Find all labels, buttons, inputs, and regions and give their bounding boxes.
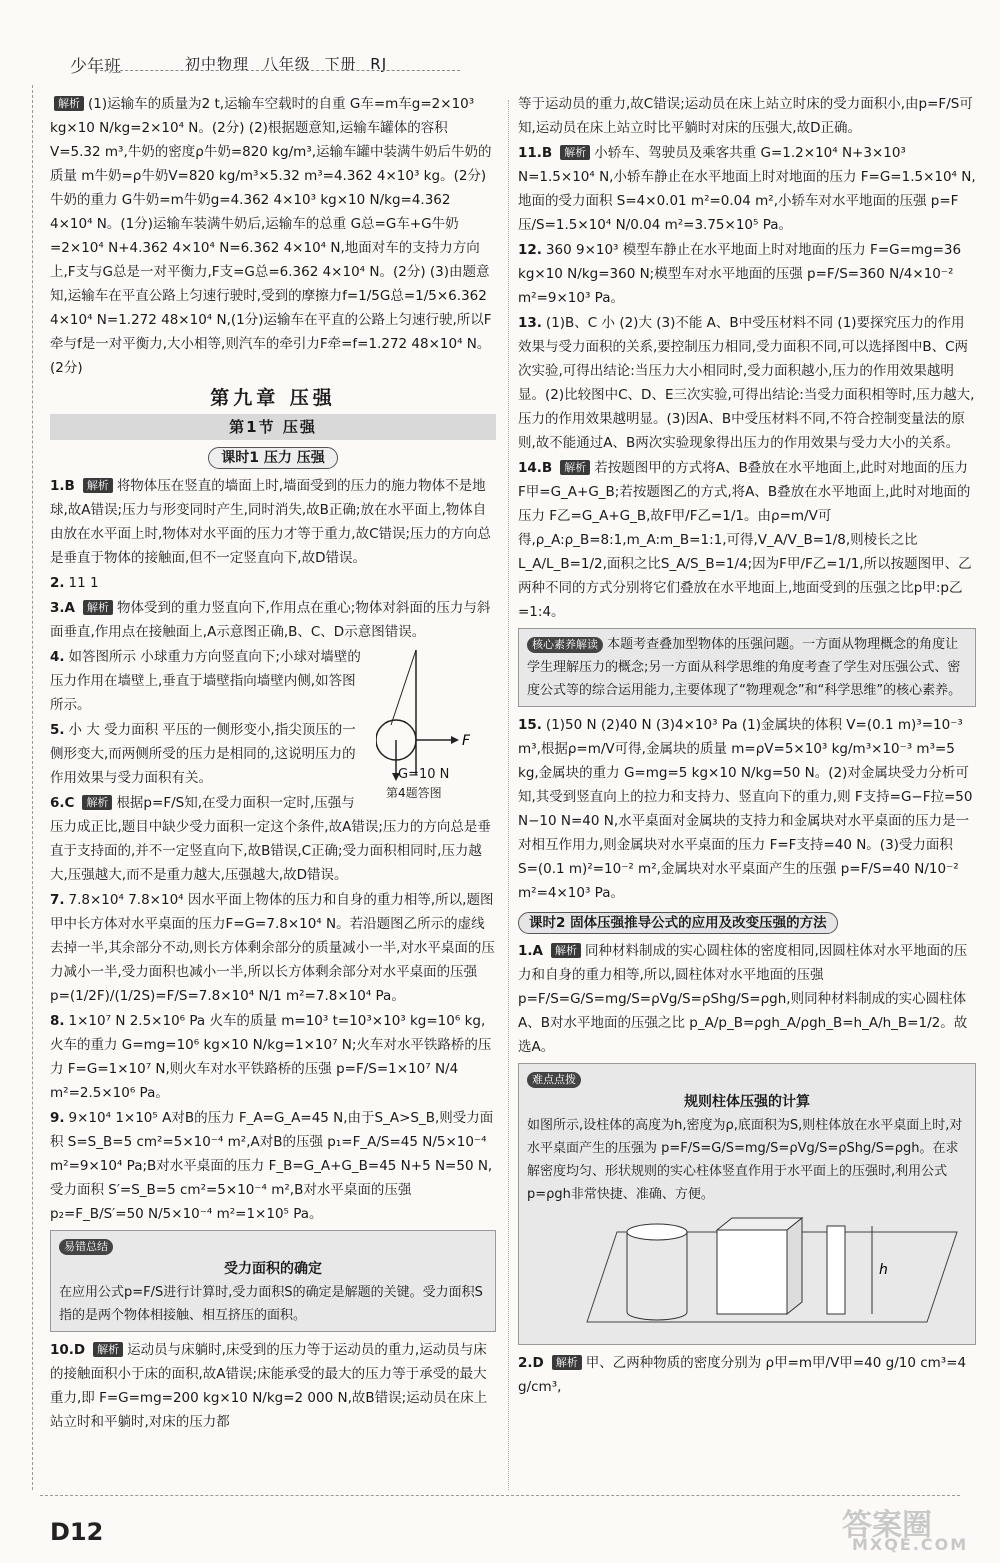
column-front <box>827 1226 845 1314</box>
answer-intro <box>50 92 496 380</box>
difficulty-box <box>518 1063 976 1345</box>
answer-text: 小 大 受力面积 平压的一侧形变小,指尖顶压的一侧形变大,而两侧所受的压力是相同的,这说明压力的作用效果与受力面积有关。 <box>50 722 356 786</box>
answer-text: 小轿车、驾驶员及乘客共重 G=1.2×10⁴ N+3×10³ N=1.5×10⁴ N,小轿车静止在水平地面上时对地面的压力 F=G=1.5×10⁴ N,地面的受力面积 S=4×0.01 m²=0.04 m²,小轿车对水平地面的压强 p=F压/S=1.5×10⁴ N/0.04 m²=3.75×10⁵ Pa。 <box>518 145 976 233</box>
series-logo: 少年班 <box>70 57 121 77</box>
answer-text: 1×10⁷ N 2.5×10⁶ Pa 火车的质量 m=10³ t=10³×10³ kg=10⁶ kg,火车的重力 G=mg=10⁶ kg×10 N/kg=1×10⁷ N;火车对水平铁路桥的压力 F=G=1×10⁷ N,则火车对水平铁路桥的压强 p=F/S=1×10⁷ N/4 m²=2.5×10⁶ Pa。 <box>50 1013 492 1101</box>
literacy-text: 本题考查叠加型物体的压强问题。一方面从物理概念的角度让学生理解压力的概念;另一方面从科学思维的角度考查了学生对压强公式、密度公式等的综合运用能力,主要体现了“物理观念”和“科学思维”的核心素养。 <box>527 637 962 698</box>
analysis-tag: 解析 <box>560 145 590 160</box>
answer-item <box>518 311 976 455</box>
difficulty-title: 规则柱体压强的计算 <box>684 1094 810 1110</box>
force-f-label: F <box>462 733 471 749</box>
item-number: 8. <box>50 1013 65 1029</box>
force-g-label: G=10 N <box>398 767 450 782</box>
left-column <box>50 92 496 1487</box>
answer-item <box>518 141 976 237</box>
watermark-url: MXQE.COM <box>852 1535 969 1554</box>
answer-item <box>518 939 976 1059</box>
cuboid-front <box>717 1230 787 1314</box>
answer-item <box>518 1351 976 1399</box>
analysis-tag: 解析 <box>560 460 590 475</box>
cylinder-base <box>627 1312 687 1320</box>
answer-item <box>50 1106 496 1226</box>
item-number: 11.B <box>518 145 553 161</box>
analysis-tag: 解析 <box>83 600 113 615</box>
height-label: h <box>879 1262 888 1278</box>
answer-text: 若按题图甲的方式将A、B叠放在水平地面上,此时对地面的压力 F甲=G_A+G_B;若按题图乙的方式,将A、B叠放在水平地面上,此时对地面的压力 F乙=G_A+G_B,故F甲/F乙=1/1。由ρ=m/V可得,ρ_A:ρ_B=8:1,m_A:m_B=1:1,可得,V_A/V_B=1/8,则棱长之比L_A/L_B=1/2,面积之比S_A/S_B=1/4;因为F甲/F乙=1/1,所以按题图甲、乙两种不同的方式分别将它们叠放在水平地面上,地面受到的压强之比p甲:p乙=1:4。 <box>518 460 972 620</box>
item-number: 15. <box>518 717 542 733</box>
figure-caption: 第4题答图 <box>386 786 442 800</box>
answer-item <box>50 474 496 570</box>
item-number: 1.A <box>518 943 543 959</box>
answer-text: 7.8×10⁴ 7.8×10⁴ 因水平面上物体的压力和自身的重力相等,所以,题图甲中长方体对水平桌面的压力F=G=7.8×10⁴ N。若沿题图乙所示的虚线去掉一半,其余部分不动,则长方体剩余部分的质量减小一半,对水平桌面的压力减小一半,受力面积也减小一半,所以长方体剩余部分对水平桌面的压强 p=(1/2F)/(1/2S)=F/S=7.8×10⁴ N/1 m²=7.8×10⁴ Pa。 <box>50 892 495 1004</box>
literacy-badge: 核心素养解读 <box>527 637 603 653</box>
tip-text: 在应用公式p=F/S进行计算时,受力面积S的确定是解题的关键。受力面积S指的是两个物体相接触、相互挤压的面积。 <box>59 1285 483 1323</box>
page-header <box>40 48 510 76</box>
tip-box <box>50 1230 496 1332</box>
item-number: 10.D <box>50 1342 86 1358</box>
analysis-tag: 解析 <box>551 943 581 958</box>
page-number: D12 <box>50 1518 104 1546</box>
analysis-tag: 解析 <box>82 795 112 810</box>
analysis-tag: 解析 <box>93 1342 123 1357</box>
item-number: 1.B <box>50 478 75 494</box>
lesson-label: 课时2 固体压强推导公式的应用及改变压强的方法 <box>518 912 838 934</box>
cylinder-top <box>627 1224 687 1240</box>
tip-badge: 易错总结 <box>59 1239 113 1255</box>
item-number: 12. <box>518 242 542 258</box>
difficulty-text: 如图所示,设柱体的高度为h,密度为ρ,底面积为S,则柱体放在水平桌面上时,对水平桌面产生的压强为 p=F/S=G/S=mg/S=ρVg/S=ρShg/S=ρgh。在求解密度均匀、形状规则的实心柱体竖直作用于水平面上的压强时,利用公式p=ρgh非常快捷、准确、方便。 <box>527 1118 963 1202</box>
item-number: 3.A <box>50 600 75 616</box>
answer-text: 运动员与床躺时,床受到的压力等于运动员的重力,运动员与床的接触面积小于床的面积,故A错误;床能承受的最大的压力等于承受的最大重力,即 F=G=mg=200 kg×10 N/kg=2 000 N,故B错误;运动员在床上站立时和平躺时,对床的压力都 <box>50 1342 488 1430</box>
margin-decoration <box>32 85 47 1490</box>
answer-text: 同种材料制成的实心圆柱体的密度相同,因圆柱体对水平地面的压力和自身的重力相等,所以,圆柱体对水平地面的压强 p=F/S=G/S=mg/S=ρVg/S=ρShg/S=ρgh,则同种材料制成的实心圆柱体A、B对水平地面的压强之比 p_A/p_B=ρgh_A/ρgh_B=h_A/h_B=1/2。故选A。 <box>518 943 968 1055</box>
difficulty-badge: 难点点拨 <box>527 1072 581 1088</box>
literacy-box <box>518 628 976 707</box>
string-line <box>391 650 416 725</box>
lesson-label: 课时1 压力 压强 <box>208 447 338 469</box>
answer-text: 将物体压在竖直的墙面上时,墙面受到的压力的施力物体不是地球,故A错误;压力与形变同时产生,同时消失,故B正确;放在水平面上,物体自由放在水平面上时,物体对水平面的压力才等于重力,故C错误;压力的方向总是垂直于物体的接触面,但不一定竖直向下,故D错误。 <box>50 478 492 566</box>
tip-title: 受力面积的确定 <box>224 1261 322 1277</box>
answer-item <box>50 888 496 1008</box>
item-number: 6.C <box>50 795 75 811</box>
answer-text: 11 1 <box>68 575 99 591</box>
answer-item <box>518 238 976 310</box>
figure-4 <box>376 645 496 805</box>
answer-item <box>518 456 976 624</box>
item-number: 2. <box>50 575 65 591</box>
answer-text: 如答图所示 小球重力方向竖直向下;小球对墙壁的压力作用在墙壁上,垂直于墙壁指向墙壁内侧,如答图所示。 <box>50 649 361 713</box>
prism-figure <box>527 1212 967 1332</box>
cuboid-side <box>787 1218 802 1314</box>
lesson-title <box>518 911 976 935</box>
header-rule <box>95 70 460 71</box>
analysis-tag: 解析 <box>83 478 113 493</box>
watermark-logo: 答案圈 <box>842 1508 932 1543</box>
answer-item <box>50 791 496 887</box>
item-number: 13. <box>518 315 542 331</box>
item-number: 4. <box>50 649 65 665</box>
book-info: 初中物理 八年级 下册 RJ <box>185 55 388 73</box>
lesson-title <box>50 446 496 470</box>
answer-text: 甲、乙两种物质的密度分别为 ρ甲=m甲/V甲=40 g/10 cm³=4 g/cm³, <box>518 1355 967 1395</box>
answer-text: (1)B、C 小 (2)大 (3)不能 A、B中受压材料不同 (1)要探究压力的作用效果与受力面积的关系,要控制压力相同,受力面积不同,可以选择图中B、C两次实验,可得出结论:当压力大小相同时,受力面积越小,压力的作用效果越明显。(2)比较图中C、D、E三次实验,可得出结论:当受力面积相等时,压力越大,压力的作用效果越明显。(3)因A、B中受压材料不同,不符合控制变量法的原则,故不能通过A、B两次实验现象得出压力的作用效果与受力大小的关系。 <box>518 315 975 451</box>
item-number: 5. <box>50 722 65 738</box>
column-divider <box>508 100 509 1490</box>
answer-item <box>50 1338 496 1434</box>
right-column <box>518 92 976 1487</box>
item-number: 14.B <box>518 460 553 476</box>
answer-text: (1)50 N (2)40 N (3)4×10³ Pa (1)金属块的体积 V=(0.1 m)³=10⁻³ m³,根据ρ=m/V可得,金属块的质量 m=ρV=5×10³ kg/m³×10⁻³ m³=5 kg,金属块的重力 G=mg=5 kg×10 N/kg=50 N。(2)对金属块受力分析可知,其受到竖直向上的拉力和支持力、竖直向下的重力,则 F支持=G−F拉=50 N−10 N=40 N,水平桌面对金属块的支持力和金属块对水平桌面的压力是一对相互作用力,则金属块对水平桌面的压力 F=F支持=40 N。(3)受力面积 S=(0.1 m)²=10⁻² m²,金属块对水平桌面产生的压强 p=F/S=40 N/10⁻² m²=4×10³ Pa。 <box>518 717 973 901</box>
item-number: 7. <box>50 892 65 908</box>
answer-text: 物体受到的重力竖直向下,作用点在重心;物体对斜面的压力与斜面垂直,作用点在接触面上,A示意图正确,B、C、D示意图错误。 <box>50 600 491 640</box>
answer-continuation: 等于运动员的重力,故C错误;运动员在床上站立时床的受力面积小,由p=F/S可知,运动员在床上站立时比平躺时对床的压强大,故D正确。 <box>518 96 973 136</box>
analysis-tag: 解析 <box>552 1355 582 1370</box>
item-number: 2.D <box>518 1355 544 1371</box>
section-title: 第1节 压强 <box>50 414 496 440</box>
answer-text: (1)运输车的质量为2 t,运输车空载时的自重 G车=m车g=2×10³ kg×10 N/kg=2×10⁴ N。(2分) (2)根据题意知,运输车罐体的容积V=5.32 m³,牛奶的密度ρ牛奶=820 kg/m³,运输车罐中装满牛奶后牛奶的质量 m牛奶=ρ牛奶V=820 kg/m³×5.32 m³=4.362 4×10³ kg。(2分) 牛奶的重力 G牛奶=m牛奶g=4.362 4×10³ kg×10 N/kg=4.362 4×10⁴ N。(1分)运输车装满牛奶后,运输车的总重 G总=G车+G牛奶=2×10⁴ N+4.362 4×10⁴ N=6.362 4×10⁴ N,地面对车的支持力方向上,F支与G总是一对平衡力,F支=G总=6.362 4×10⁴ N。(2分) (3)由题意知,运输车在平直公路上匀速行驶时,受到的摩擦力f=1/5G总=1/5×6.362 4×10⁴ N=1.272 48×10⁴ N,(1分)运输车在平直的公路上匀速行驶,所以F牵与f是一对平衡力,大小相等,则汽车的牵引力F牵=f=1.272 48×10⁴ N。(2分) <box>50 96 492 376</box>
arrowhead-icon <box>451 736 459 744</box>
answer-item <box>518 713 976 905</box>
chapter-title: 第九章 压强 <box>210 387 336 409</box>
answer-item <box>50 571 496 595</box>
answer-text: 360 9×10³ 模型车静止在水平地面上时对地面的压力 F=G=mg=36 kg×10 N/kg=360 N;模型车对水平地面的压强 p=F/S=360 N/4×10⁻² m²=9×10³ Pa。 <box>518 242 962 306</box>
answer-item <box>50 596 496 644</box>
answer-text: 根据p=F/S知,在受力面积一定时,压强与压力成正比,题目中缺少受力面积一定这个条件,故A错误;压力的方向总是垂直于支持面的,并不一定竖直向下,故B错误,C正确;受力面积相同时,压力越大,压强越大,而不是重力越大,压强越大,故D错误。 <box>50 795 491 883</box>
answer-text: 9×10⁴ 1×10⁵ A对B的压力 F_A=G_A=45 N,由于S_A>S_B,则受力面积 S=S_B=5 cm²=5×10⁻⁴ m²,A对B的压强 p₁=F_A/S=45 N/5×10⁻⁴ m²=9×10⁴ Pa;B对水平桌面的压力 F_B=G_A+G_B=45 N+5 N=50 N,受力面积 S′=S_B=5 cm²=5×10⁻⁴ m²,B对水平桌面的压强 p₂=F_B/S′=50 N/5×10⁻⁴ m²=1×10⁵ Pa。 <box>50 1110 494 1222</box>
analysis-tag: 解析 <box>54 96 84 111</box>
item-number: 9. <box>50 1110 65 1126</box>
answer-item <box>50 1009 496 1105</box>
footer-rule <box>40 1495 960 1496</box>
